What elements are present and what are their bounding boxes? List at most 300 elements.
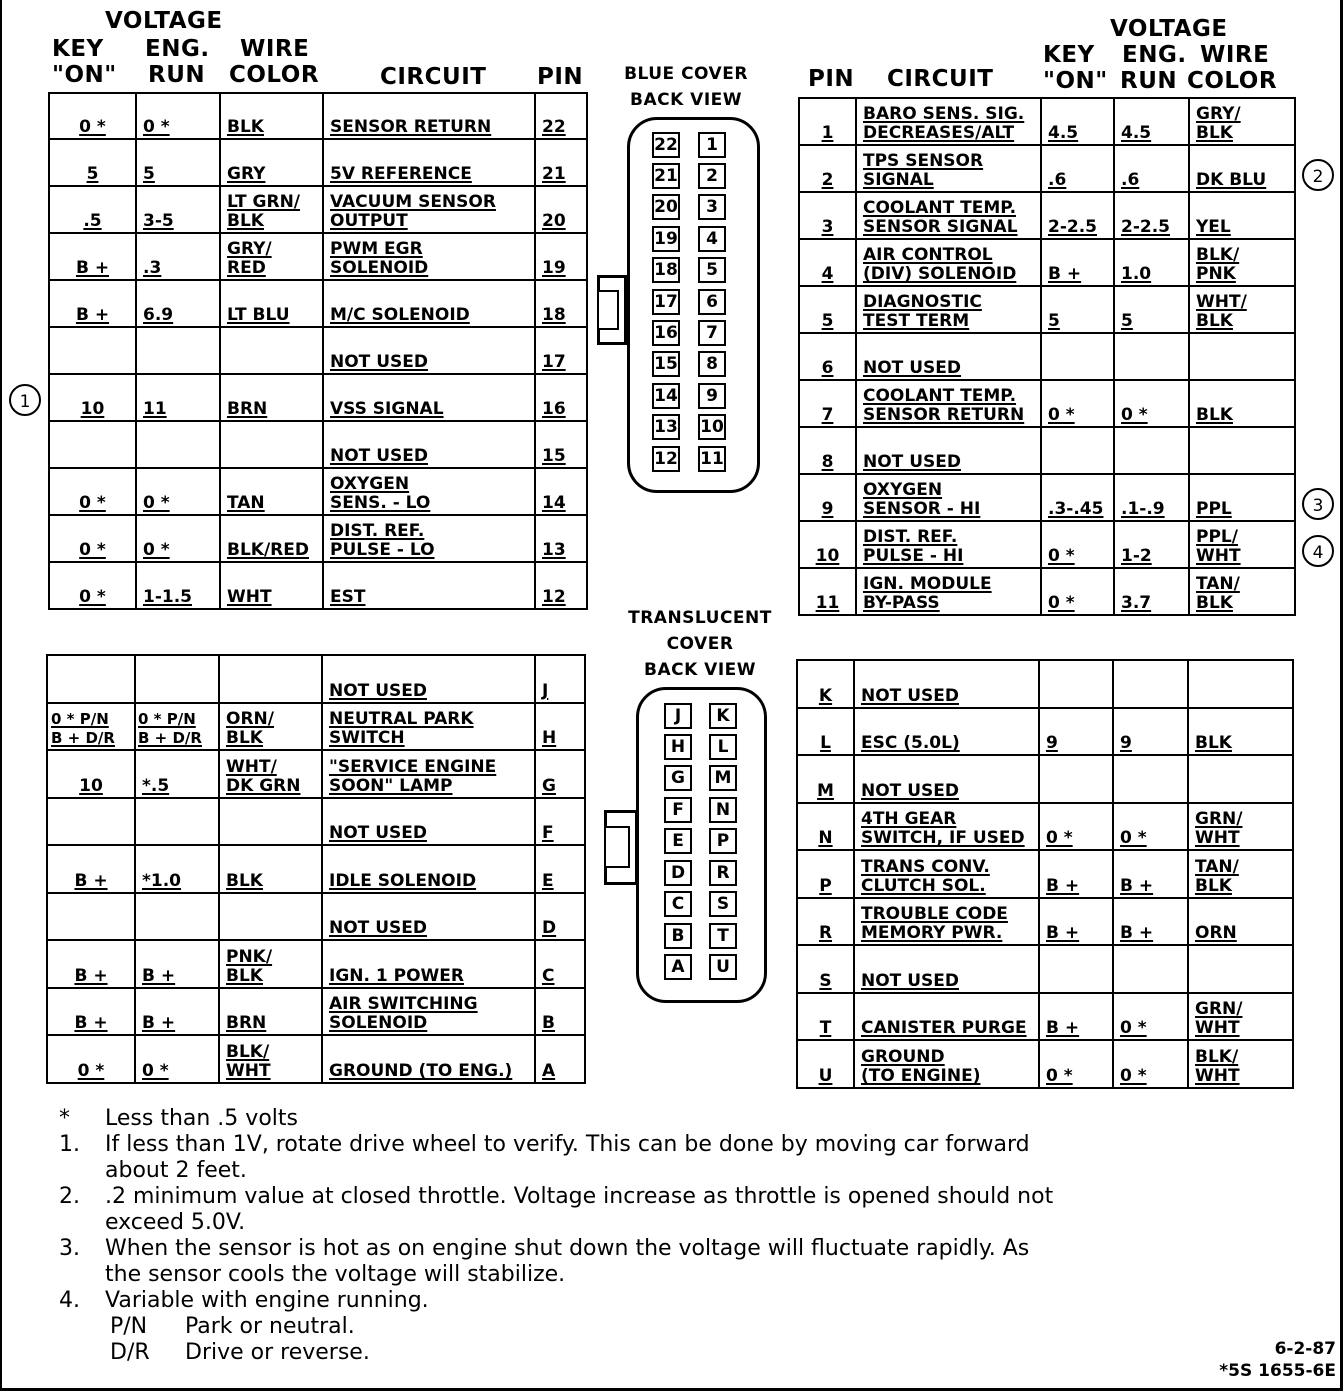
pin-number: G — [535, 750, 585, 798]
connector-pin: P — [709, 828, 737, 854]
document-date: 6-2-87 — [1274, 1339, 1336, 1359]
blue-cover-label: BLUE COVER — [624, 64, 748, 84]
wire-color — [1188, 755, 1293, 803]
table-row — [49, 374, 587, 421]
eng-run-value — [1114, 427, 1189, 474]
key-on-value — [49, 421, 136, 468]
connector-pin: 10 — [698, 414, 726, 440]
key-on-value: 4.5 — [1041, 98, 1114, 145]
table-row — [799, 521, 1295, 568]
note-marker: 2. — [59, 1184, 80, 1209]
blue-connector-label — [616, 61, 756, 113]
pin-number: P — [797, 850, 854, 898]
pin-number: 21 — [535, 139, 587, 186]
table-row — [799, 286, 1295, 333]
table-row — [49, 421, 587, 468]
wire-color: BLK/RED — [220, 515, 323, 562]
connector-pin: 22 — [652, 132, 680, 158]
pin-number: F — [535, 798, 585, 845]
note-text: .2 minimum value at closed throttle. Voltage increase as throttle is opened should not exceed 5.0V. — [105, 1184, 1054, 1235]
eng-run-value — [136, 421, 220, 468]
connector-pin: G — [664, 765, 692, 791]
circuit-name: GROUND (TO ENGINE) — [854, 1040, 1039, 1088]
table-row — [797, 803, 1293, 850]
table-row — [797, 945, 1293, 993]
pin-number: 14 — [535, 468, 587, 515]
note-marker: 1. — [59, 1132, 80, 1157]
key-on-value: B + — [1039, 993, 1113, 1040]
pin-number: 15 — [535, 421, 587, 468]
connector-pin: F — [664, 797, 692, 823]
key-on-value: B + — [47, 845, 135, 893]
pin-number: L — [797, 708, 854, 755]
pin-number: 22 — [535, 93, 587, 139]
key-on-value: 10 — [47, 750, 135, 798]
key-on-value: B + — [47, 940, 135, 988]
wire-color — [219, 655, 322, 703]
key-on-value: 0 * — [1039, 1040, 1113, 1088]
table-row — [797, 708, 1293, 755]
header-voltage: VOLTAGE — [1110, 16, 1228, 42]
note-marker: * — [59, 1106, 70, 1131]
circuit-name: PWM EGR SOLENOID — [323, 233, 535, 280]
wire-color: GRY — [220, 139, 323, 186]
blue-cover-connector — [627, 117, 760, 493]
circuit-name: NOT USED — [322, 893, 535, 940]
connector-pin: 7 — [698, 320, 726, 346]
connector-pin: A — [664, 954, 692, 980]
connector-pin: B — [664, 923, 692, 949]
key-on-value: 5 — [1041, 286, 1114, 333]
table-row — [797, 660, 1293, 708]
pin-number: E — [535, 845, 585, 893]
connector-pin: 21 — [652, 163, 680, 189]
abbreviation-item — [55, 1340, 1053, 1366]
eng-run-value: 9 — [1113, 708, 1188, 755]
document-footer — [1219, 1338, 1336, 1382]
connector-pin: 11 — [698, 446, 726, 472]
connector-pin: 16 — [652, 320, 680, 346]
circuit-name: OXYGEN SENSOR - HI — [856, 474, 1041, 521]
table-row — [47, 988, 585, 1035]
note-item — [55, 1132, 1053, 1184]
wire-color: BLK/ WHT — [1188, 1040, 1293, 1088]
eng-run-value: 0 * — [1113, 993, 1188, 1040]
pin-number: 18 — [535, 280, 587, 327]
pin-number: R — [797, 898, 854, 945]
connector-pin: 9 — [698, 383, 726, 409]
header-pin: PIN — [808, 66, 855, 92]
eng-run-value — [136, 327, 220, 374]
wire-color: GRN/ WHT — [1188, 803, 1293, 850]
right-top-pin-table — [798, 97, 1296, 616]
callout-3: 3 — [1302, 488, 1334, 520]
circuit-name: NOT USED — [856, 333, 1041, 380]
back-view-label: BACK VIEW — [643, 660, 757, 680]
wire-color: BRN — [220, 374, 323, 421]
header-eng: ENG. — [1122, 42, 1187, 68]
eng-run-value: 1-2 — [1114, 521, 1189, 568]
pin-number: 12 — [535, 562, 587, 609]
eng-run-value — [1113, 660, 1188, 708]
key-on-value: 0 * — [1041, 568, 1114, 615]
table-row — [47, 655, 585, 703]
circuit-name: NEUTRAL PARK SWITCH — [322, 703, 535, 750]
pin-number: H — [535, 703, 585, 750]
circuit-name: BARO SENS. SIG. DECREASES/ALT — [856, 98, 1041, 145]
header-color: COLOR — [229, 62, 320, 88]
footnotes — [55, 1106, 1053, 1366]
pin-number: T — [797, 993, 854, 1040]
connector-pin: 8 — [698, 351, 726, 377]
connector-pin: 12 — [652, 446, 680, 472]
wire-color — [219, 893, 322, 940]
wire-color — [219, 798, 322, 845]
connector-pin: T — [709, 923, 737, 949]
header-on: "ON" — [1043, 68, 1108, 94]
key-on-value: 2-2.5 — [1041, 192, 1114, 239]
circuit-name: IGN. 1 POWER — [322, 940, 535, 988]
header-pin: PIN — [537, 64, 584, 90]
wire-color: WHT/ DK GRN — [219, 750, 322, 798]
circuit-name: COOLANT TEMP. SENSOR SIGNAL — [856, 192, 1041, 239]
table-row — [799, 568, 1295, 615]
pin-number: 4 — [799, 239, 856, 286]
key-on-value: 0 * — [1039, 803, 1113, 850]
callout-2: 2 — [1302, 159, 1334, 191]
wire-color: WHT/ BLK — [1189, 286, 1295, 333]
pin-number: 2 — [799, 145, 856, 192]
key-on-value: 0 * — [49, 562, 136, 609]
pin-number: 6 — [799, 333, 856, 380]
connector-pin: D — [664, 860, 692, 886]
eng-run-value: 1-1.5 — [136, 562, 220, 609]
circuit-name: TRANS CONV. CLUTCH SOL. — [854, 850, 1039, 898]
connector-pin: U — [709, 954, 737, 980]
circuit-name: NOT USED — [854, 660, 1039, 708]
circuit-name: 4TH GEAR SWITCH, IF USED — [854, 803, 1039, 850]
table-row — [797, 1040, 1293, 1088]
header-wire: WIRE — [240, 36, 310, 62]
table-row — [797, 898, 1293, 945]
pin-number: S — [797, 945, 854, 993]
pin-number: 3 — [799, 192, 856, 239]
eng-run-value — [1114, 333, 1189, 380]
eng-run-value: .1-.9 — [1114, 474, 1189, 521]
wire-color: PPL/ WHT — [1189, 521, 1295, 568]
key-on-value: .3-.45 — [1041, 474, 1114, 521]
table-row — [797, 850, 1293, 898]
pin-number: D — [535, 893, 585, 940]
key-on-value — [1041, 427, 1114, 474]
table-row — [49, 280, 587, 327]
key-on-value: B + — [1039, 898, 1113, 945]
note-marker: 4. — [59, 1288, 80, 1313]
table-row — [49, 515, 587, 562]
table-row — [49, 327, 587, 374]
table-row — [799, 427, 1295, 474]
connector-pin: 4 — [698, 226, 726, 252]
circuit-name: NOT USED — [323, 327, 535, 374]
abbreviation-key: P/N — [110, 1314, 148, 1339]
table-row — [799, 380, 1295, 427]
key-on-value: B + — [49, 233, 136, 280]
wire-color — [1188, 945, 1293, 993]
pin-number: 19 — [535, 233, 587, 280]
table-row — [49, 93, 587, 139]
table-row — [47, 750, 585, 798]
note-item — [55, 1236, 1053, 1288]
circuit-name: SENSOR RETURN — [323, 93, 535, 139]
translucent-label: TRANSLUCENT — [628, 608, 772, 628]
connector-pin: 13 — [652, 414, 680, 440]
connector-pin: 20 — [652, 194, 680, 220]
wire-color: BRN — [219, 988, 322, 1035]
connector-pin: 1 — [698, 132, 726, 158]
key-on-value: 10 — [49, 374, 136, 421]
eng-run-value: *.5 — [135, 750, 219, 798]
eng-run-value: B + — [135, 988, 219, 1035]
key-on-value: B + — [1039, 850, 1113, 898]
pin-number: 20 — [535, 186, 587, 233]
table-row — [47, 893, 585, 940]
eng-run-value — [135, 893, 219, 940]
wire-color: LT GRN/ BLK — [220, 186, 323, 233]
abbreviation-key: D/R — [110, 1340, 150, 1365]
circuit-name: NOT USED — [322, 655, 535, 703]
table-row — [49, 186, 587, 233]
table-row — [47, 1035, 585, 1083]
wire-color: TAN — [220, 468, 323, 515]
circuit-name: NOT USED — [323, 421, 535, 468]
abbreviation-item — [55, 1314, 1053, 1340]
wire-color: GRY/ RED — [220, 233, 323, 280]
key-on-value — [49, 327, 136, 374]
pin-number: K — [797, 660, 854, 708]
abbreviation-text: Park or neutral. — [185, 1314, 355, 1339]
table-row — [799, 192, 1295, 239]
key-on-value — [1039, 755, 1113, 803]
table-row — [799, 239, 1295, 286]
table-row — [797, 755, 1293, 803]
eng-run-value: B + — [1113, 850, 1188, 898]
circuit-name: VSS SIGNAL — [323, 374, 535, 421]
circuit-name: VACUUM SENSOR OUTPUT — [323, 186, 535, 233]
back-view-label: BACK VIEW — [629, 90, 743, 110]
table-row — [49, 233, 587, 280]
translucent-cover-connector — [636, 687, 767, 1003]
connector-pin: L — [709, 734, 737, 760]
key-on-value — [47, 893, 135, 940]
eng-run-value: 2-2.5 — [1114, 192, 1189, 239]
wire-color — [1188, 660, 1293, 708]
cover-label: COVER — [666, 634, 734, 654]
connector-pin: 18 — [652, 257, 680, 283]
circuit-name: EST — [323, 562, 535, 609]
key-on-value: B + — [1041, 239, 1114, 286]
wire-color: BLK — [220, 93, 323, 139]
connector-pin: 14 — [652, 383, 680, 409]
eng-run-value: 5 — [136, 139, 220, 186]
circuit-name: 5V REFERENCE — [323, 139, 535, 186]
pin-number: 16 — [535, 374, 587, 421]
note-item — [55, 1106, 1053, 1132]
connector-pin: C — [664, 891, 692, 917]
table-row — [47, 940, 585, 988]
pin-number: J — [535, 655, 585, 703]
eng-run-value: .3 — [136, 233, 220, 280]
left-top-pin-table — [48, 92, 588, 610]
table-row — [799, 98, 1295, 145]
connector-latch-inner — [604, 826, 630, 868]
header-color: COLOR — [1187, 68, 1278, 94]
eng-run-value: 0 * P/N B + D/R — [135, 703, 219, 750]
circuit-name: NOT USED — [856, 427, 1041, 474]
connector-pin: 6 — [698, 289, 726, 315]
circuit-name: IDLE SOLENOID — [322, 845, 535, 893]
circuit-name: DIST. REF. PULSE - HI — [856, 521, 1041, 568]
table-row — [47, 798, 585, 845]
eng-run-value: 1.0 — [1114, 239, 1189, 286]
header-key: KEY — [1043, 42, 1095, 68]
table-row — [49, 562, 587, 609]
circuit-name: GROUND (TO ENG.) — [322, 1035, 535, 1083]
wire-color — [1189, 427, 1295, 474]
eng-run-value: .6 — [1114, 145, 1189, 192]
table-row — [799, 145, 1295, 192]
eng-run-value: 0 * — [135, 1035, 219, 1083]
header-on: "ON" — [52, 62, 117, 88]
pin-number: 11 — [799, 568, 856, 615]
pin-number: 7 — [799, 380, 856, 427]
wire-color: LT BLU — [220, 280, 323, 327]
wire-color — [220, 421, 323, 468]
circuit-name: NOT USED — [854, 945, 1039, 993]
note-text: Variable with engine running. — [105, 1288, 429, 1313]
note-item — [55, 1184, 1053, 1236]
wire-color — [1189, 333, 1295, 380]
connector-latch-inner — [597, 290, 619, 330]
key-on-value: 0 * — [49, 515, 136, 562]
note-marker: 3. — [59, 1236, 80, 1261]
pin-number: 17 — [535, 327, 587, 374]
eng-run-value: 3-5 — [136, 186, 220, 233]
key-on-value: 5 — [49, 139, 136, 186]
wire-color: BLK — [219, 845, 322, 893]
pin-number: A — [535, 1035, 585, 1083]
connector-pin: 3 — [698, 194, 726, 220]
key-on-value: B + — [49, 280, 136, 327]
eng-run-value: 0 * — [1113, 803, 1188, 850]
circuit-name: OXYGEN SENS. - LO — [323, 468, 535, 515]
key-on-value: 0 * P/N B + D/R — [47, 703, 135, 750]
table-row — [47, 703, 585, 750]
callout-4: 4 — [1302, 535, 1334, 567]
table-row — [47, 845, 585, 893]
pin-number: 13 — [535, 515, 587, 562]
table-row — [49, 468, 587, 515]
eng-run-value: B + — [135, 940, 219, 988]
eng-run-value: B + — [1113, 898, 1188, 945]
connector-pin: J — [664, 703, 692, 729]
key-on-value: B + — [47, 988, 135, 1035]
wire-color: PPL — [1189, 474, 1295, 521]
key-on-value: 0 * — [47, 1035, 135, 1083]
header-circuit: CIRCUIT — [380, 64, 487, 90]
pin-number: N — [797, 803, 854, 850]
pin-number: 8 — [799, 427, 856, 474]
pin-number: M — [797, 755, 854, 803]
circuit-name: TROUBLE CODE MEMORY PWR. — [854, 898, 1039, 945]
connector-pin: S — [709, 891, 737, 917]
left-bottom-pin-table — [46, 654, 586, 1084]
circuit-name: AIR SWITCHING SOLENOID — [322, 988, 535, 1035]
pin-number: U — [797, 1040, 854, 1088]
table-row — [797, 993, 1293, 1040]
eng-run-value: 6.9 — [136, 280, 220, 327]
header-circuit: CIRCUIT — [887, 66, 994, 92]
circuit-name: DIST. REF. PULSE - LO — [323, 515, 535, 562]
pin-number: C — [535, 940, 585, 988]
wire-color: TAN/ BLK — [1188, 850, 1293, 898]
connector-pin: E — [664, 828, 692, 854]
circuit-name: CANISTER PURGE — [854, 993, 1039, 1040]
key-on-value: .6 — [1041, 145, 1114, 192]
eng-run-value — [1113, 945, 1188, 993]
key-on-value — [47, 798, 135, 845]
connector-pin: 15 — [652, 351, 680, 377]
eng-run-value: 0 * — [136, 468, 220, 515]
pin-number: 5 — [799, 286, 856, 333]
wire-color: BLK/ PNK — [1189, 239, 1295, 286]
wire-color: TAN/ BLK — [1189, 568, 1295, 615]
wire-color: BLK — [1189, 380, 1295, 427]
circuit-name: NOT USED — [322, 798, 535, 845]
eng-run-value: 0 * — [136, 93, 220, 139]
wire-color: YEL — [1189, 192, 1295, 239]
note-item — [55, 1288, 1053, 1314]
key-on-value: .5 — [49, 186, 136, 233]
table-row — [49, 139, 587, 186]
circuit-name: NOT USED — [854, 755, 1039, 803]
circuit-name: IGN. MODULE BY-PASS — [856, 568, 1041, 615]
key-on-value — [1039, 945, 1113, 993]
wire-color: BLK/ WHT — [219, 1035, 322, 1083]
connector-pin: R — [709, 860, 737, 886]
right-bottom-pin-table — [796, 659, 1294, 1089]
connector-pin: M — [709, 765, 737, 791]
note-text: Less than .5 volts — [105, 1106, 298, 1131]
key-on-value — [47, 655, 135, 703]
eng-run-value: 4.5 — [1114, 98, 1189, 145]
header-run: RUN — [1120, 68, 1178, 94]
key-on-value: 9 — [1039, 708, 1113, 755]
pin-number: B — [535, 988, 585, 1035]
header-run: RUN — [148, 62, 206, 88]
wire-color: WHT — [220, 562, 323, 609]
eng-run-value: 0 * — [1113, 1040, 1188, 1088]
circuit-name: ESC (5.0L) — [854, 708, 1039, 755]
connector-pin: 17 — [652, 289, 680, 315]
wire-color: ORN — [1188, 898, 1293, 945]
pin-number: 10 — [799, 521, 856, 568]
header-wire: WIRE — [1200, 42, 1270, 68]
key-on-value: 0 * — [49, 468, 136, 515]
wire-color: GRN/ WHT — [1188, 993, 1293, 1040]
key-on-value — [1039, 660, 1113, 708]
eng-run-value: 5 — [1114, 286, 1189, 333]
eng-run-value — [1113, 755, 1188, 803]
